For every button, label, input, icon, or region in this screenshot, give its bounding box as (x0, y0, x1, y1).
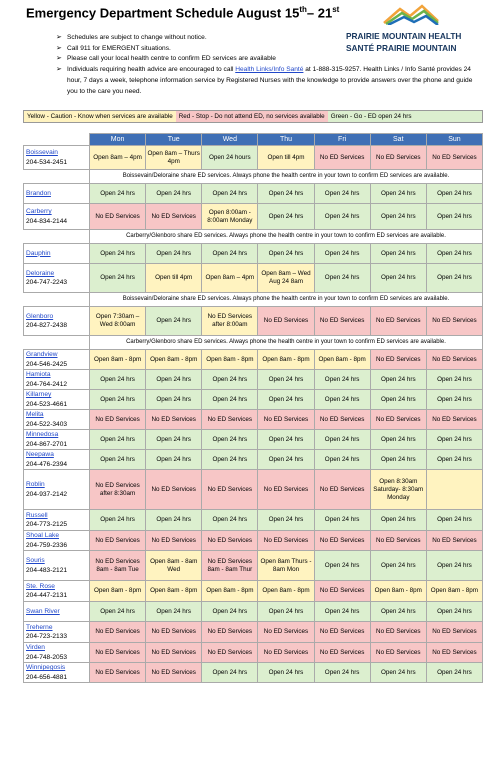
schedule-cell: No ED Services (314, 410, 370, 430)
schedule-cell: Open 24 hrs (146, 602, 202, 622)
schedule-cell: Open 24 hrs (426, 450, 482, 470)
schedule-cell: No ED Services (314, 622, 370, 643)
schedule-cell: No ED Services (258, 531, 314, 551)
schedule-cell: Open 24 hrs (314, 244, 370, 264)
schedule-cell: Open 24 hrs (426, 204, 482, 230)
schedule-cell: Open 24 hrs (90, 264, 146, 293)
schedule-cell: No ED Services (370, 307, 426, 336)
schedule-cell: Open 24 hrs (426, 390, 482, 410)
schedule-cell: Open 24 hrs (258, 663, 314, 683)
schedule-cell: No ED Services (258, 622, 314, 643)
schedule-cell: Open 24 hrs (314, 184, 370, 204)
note-item: ➢ Please call your local health centre to confirm ED services are available (56, 54, 476, 65)
schedule-cell: Open 24 hrs (90, 370, 146, 390)
schedule-cell: No ED Services (90, 204, 146, 230)
schedule-cell: Open 24 hrs (370, 390, 426, 410)
schedule-cell: Open 7:30am – Wed 8:00am (90, 307, 146, 336)
schedule-cell: No ED Services (90, 663, 146, 683)
site-name-link[interactable]: Russell (26, 511, 48, 519)
table-row (24, 264, 483, 293)
schedule-cell: Open 24 hrs (370, 602, 426, 622)
site-name-link[interactable]: Grandview (26, 351, 58, 358)
site-name-link[interactable]: Hamiota (26, 371, 51, 378)
schedule-cell: Open 24 hrs (90, 184, 146, 204)
site-cell (24, 450, 90, 470)
legend-red: Red - Stop - Do not attend ED, no services available (176, 111, 328, 122)
schedule-cell: Open 8am Thurs - 8am Mon (258, 551, 314, 581)
schedule-cell: Open 24 hrs (146, 430, 202, 450)
schedule-cell: No ED Services (370, 622, 426, 643)
schedule-cell: Open 24 hrs (202, 510, 258, 531)
schedule-cell: No ED Services (314, 307, 370, 336)
schedule-cell: Open 24 hrs (370, 244, 426, 264)
note-row (24, 336, 483, 350)
schedule-cell: Open 24 hrs (314, 551, 370, 581)
share-note: Boissevain/Deloraine share ED services. Always phone the health centre in your town to confirm ED services are available. (90, 293, 483, 307)
site-phone: 204-476-2394 (26, 460, 68, 468)
site-cell (24, 663, 90, 683)
note-row (24, 293, 483, 307)
schedule-cell (426, 470, 482, 510)
schedule-cell: Open 8:00am - 8:00am Monday (202, 204, 258, 230)
site-name-link[interactable]: Brandon (26, 189, 51, 197)
schedule-cell: Open 24 hrs (370, 204, 426, 230)
schedule-cell: Open 24 hrs (202, 244, 258, 264)
site-phone: 204-834-2144 (26, 217, 68, 225)
schedule-cell: No ED Services (202, 410, 258, 430)
day-header: Fri (314, 134, 370, 146)
schedule-cell: No ED Services (370, 531, 426, 551)
schedule-cell: Open 24 hrs (90, 244, 146, 264)
table-row (24, 531, 483, 551)
site-name-link[interactable]: Virden (26, 644, 45, 651)
schedule-cell: Open 24 hrs (314, 370, 370, 390)
site-name-link[interactable]: Ste. Rose (26, 582, 55, 590)
site-cell (24, 510, 90, 531)
table-row (24, 370, 483, 390)
schedule-cell: No ED Services (426, 410, 482, 430)
schedule-cell: Open 24 hrs (370, 264, 426, 293)
schedule-cell: Open 24 hrs (202, 450, 258, 470)
site-phone: 204-447-2131 (26, 592, 68, 599)
table-row (24, 307, 483, 336)
schedule-cell: Open 24 hrs (258, 370, 314, 390)
schedule-cell: No ED Services (202, 643, 258, 663)
schedule-cell: No ED Services (258, 307, 314, 336)
schedule-cell: No ED Services (146, 622, 202, 643)
schedule-cell: Open 24 hrs (146, 390, 202, 410)
schedule-cell: Open 24 hrs (146, 244, 202, 264)
schedule-cell: Open 24 hrs (90, 450, 146, 470)
schedule-cell: Open 8am - 8am Wed (146, 551, 202, 581)
table-row (24, 204, 483, 230)
day-header-row (24, 134, 483, 146)
site-cell (24, 410, 90, 430)
site-name-link[interactable]: Killarney (26, 391, 52, 398)
schedule-cell: Open 24 hrs (314, 264, 370, 293)
share-note: Boissevain/Deloraine share ED services. Always phone the health centre in your town to confirm ED services are available. (90, 170, 483, 184)
schedule-cell: No ED Services (90, 531, 146, 551)
schedule-cell: No ED Services (146, 531, 202, 551)
schedule-cell: Open 24 hrs (370, 370, 426, 390)
site-name-link[interactable]: Souris (26, 557, 45, 564)
site-cell (24, 531, 90, 551)
schedule-cell: Open 24 hrs (370, 663, 426, 683)
table-row (24, 430, 483, 450)
day-header: Tue (146, 134, 202, 146)
schedule-cell: Open 8am - 8pm (258, 581, 314, 602)
schedule-cell: No ED Services (146, 204, 202, 230)
schedule-cell: No ED Services (370, 350, 426, 370)
schedule-cell: No ED Services (370, 410, 426, 430)
site-name-link[interactable]: Melita (26, 411, 44, 418)
site-cell (24, 350, 90, 370)
schedule-cell: No ED Services (146, 470, 202, 510)
schedule-cell: Open 24 hrs (202, 390, 258, 410)
schedule-cell: Open 24 hrs (90, 602, 146, 622)
schedule-cell: Open 24 hrs (258, 602, 314, 622)
site-cell (24, 264, 90, 293)
schedule-cell: Open 24 hrs (426, 602, 482, 622)
schedule-cell: Open 24 hrs (258, 390, 314, 410)
schedule-cell: Open 24 hrs (146, 307, 202, 336)
schedule-cell: Open 24 hrs (258, 430, 314, 450)
schedule-cell: Open 8:30am Saturday- 8:30am Monday (370, 470, 426, 510)
table-row (24, 390, 483, 410)
schedule-cell: No ED Services (314, 531, 370, 551)
schedule-cell: Open 24 hrs (426, 663, 482, 683)
schedule-cell: No ED Services (426, 350, 482, 370)
arrow-bullet-icon: ➢ (56, 55, 62, 63)
schedule-cell: Open 24 hrs (202, 184, 258, 204)
day-header: Sat (370, 134, 426, 146)
table-row (24, 551, 483, 581)
schedule-cell: Open 24 hrs (426, 244, 482, 264)
table-row (24, 510, 483, 531)
day-header: Mon (90, 134, 146, 146)
schedule-cell: Open 24 hrs (426, 264, 482, 293)
site-name-link[interactable]: Neepawa (26, 451, 54, 458)
schedule-cell: Open 24 hrs (146, 450, 202, 470)
table-row (24, 350, 483, 370)
site-name-link[interactable]: Shoal Lake (26, 532, 59, 539)
note-item: ➢ Call 911 for EMERGENT situations. (56, 44, 476, 55)
site-cell (24, 622, 90, 643)
schedule-cell: Open 24 hrs (202, 430, 258, 450)
schedule-cell: No ED Services (314, 581, 370, 602)
site-name-link[interactable]: Boissevain (26, 149, 58, 156)
schedule-cell: No ED Services 8am - 8am Tue (90, 551, 146, 581)
schedule-cell: Open 24 hrs (258, 450, 314, 470)
schedule-cell: Open 24 hrs (258, 184, 314, 204)
schedule-cell: Open 24 hrs (426, 510, 482, 531)
schedule-cell: Open 8am – 4pm (202, 264, 258, 293)
day-header: Wed (202, 134, 258, 146)
schedule-cell: No ED Services after 8:00am (202, 307, 258, 336)
schedule-cell: No ED Services (314, 470, 370, 510)
legend-green: Green - Go - ED open 24 hrs (328, 111, 482, 122)
site-name-link[interactable]: Carberry (26, 208, 52, 215)
schedule-cell: Open 24 hrs (370, 430, 426, 450)
site-phone: 204-656-4881 (26, 673, 68, 681)
schedule-cell: Open 8am - 8pm (146, 581, 202, 602)
note-item: ➢ Individuals requiring health advice are encouraged to call Health Links/Info Santé at 1-888-315-9257. Health Links / Info Santé provides 24 hour, 7 days a week, telephone information service by Registered Nurses with the knowledge to provide answers over the phone and guide you to the care you need. (56, 66, 473, 95)
schedule-cell: No ED Services (426, 622, 482, 643)
site-cell (24, 602, 90, 622)
schedule-cell: Open till 4pm (258, 146, 314, 170)
schedule-cell: No ED Services (202, 470, 258, 510)
schedule-cell: Open 8am - 8pm (90, 581, 146, 602)
site-cell (24, 184, 90, 204)
day-header: Thu (258, 134, 314, 146)
schedule-cell: Open 24 hrs (258, 244, 314, 264)
logo-line-2: SANTÉ PRAIRIE MOUNTAIN (346, 43, 457, 53)
schedule-cell: No ED Services (90, 643, 146, 663)
site-name-link[interactable]: Deloraine (26, 269, 55, 277)
site-name-link[interactable]: Winnipegosis (26, 664, 66, 671)
schedule-cell: Open 24 hrs (146, 370, 202, 390)
schedule-cell: No ED Services (258, 410, 314, 430)
schedule-cell: Open 24 hrs (146, 510, 202, 531)
schedule-cell: Open 24 hrs (370, 510, 426, 531)
site-name-link[interactable]: Treherne (26, 623, 53, 631)
schedule-cell: No ED Services after 8:30am (90, 470, 146, 510)
table-row (24, 622, 483, 643)
site-cell (24, 551, 90, 581)
site-name-link[interactable]: Minnedosa (26, 431, 59, 438)
table-row (24, 470, 483, 510)
share-note: Carberry/Glenboro share ED services. Always phone the health centre in your town to confirm ED services are available. (90, 230, 483, 244)
schedule-cell: Open 8am - 8pm (202, 350, 258, 370)
schedule-cell: No ED Services (90, 410, 146, 430)
schedule-cell: Open 24 hrs (426, 551, 482, 581)
color-legend (23, 110, 483, 123)
note-row (24, 170, 483, 184)
schedule-cell: Open 24 hrs (146, 184, 202, 204)
site-phone: 204-534-2451 (26, 158, 68, 166)
site-phone: 204-867-2701 (26, 440, 68, 448)
schedule-table (23, 133, 483, 683)
note-item: ➢ Schedules are subject to change without notice. (56, 33, 476, 44)
schedule-cell: No ED Services (426, 307, 482, 336)
site-name-link[interactable]: Dauphin (26, 249, 51, 257)
logo-line-1: PRAIRIE MOUNTAIN HEALTH (346, 31, 462, 41)
day-header: Sun (426, 134, 482, 146)
table-row (24, 146, 483, 170)
health-links-link[interactable]: Health Links/Info Santé (235, 66, 304, 74)
note-row (24, 230, 483, 244)
site-phone: 204-937-2142 (26, 490, 68, 498)
schedule-cell: Open 24 hrs (90, 390, 146, 410)
schedule-cell: No ED Services (426, 531, 482, 551)
schedule-cell: Open 24 hrs (370, 551, 426, 581)
site-cell (24, 390, 90, 410)
schedule-cell: No ED Services (314, 146, 370, 170)
schedule-cell: Open 8am - 8pm (202, 581, 258, 602)
schedule-cell: Open 24 hrs (426, 370, 482, 390)
site-cell (24, 244, 90, 264)
schedule-cell: No ED Services (146, 410, 202, 430)
schedule-cell: Open 24 hrs (314, 450, 370, 470)
site-cell (24, 430, 90, 450)
table-row (24, 602, 483, 622)
schedule-cell: Open 24 hrs (258, 204, 314, 230)
schedule-cell: Open till 4pm (146, 264, 202, 293)
mountain-logo-icon (382, 3, 440, 25)
site-cell (24, 370, 90, 390)
site-phone: 204-748-2053 (26, 653, 68, 661)
site-phone: 204-759-2336 (26, 541, 68, 549)
site-name-link[interactable]: Swan River (26, 607, 60, 615)
schedule-cell: No ED Services (146, 663, 202, 683)
schedule-cell: Open 24 hrs (90, 430, 146, 450)
share-note: Carberry/Glenboro share ED services. Always phone the health centre in your town to confirm ED services are available. (90, 336, 483, 350)
schedule-cell: Open 8am – 4pm (90, 146, 146, 170)
schedule-cell: Open 8am – Wed Aug 24 8am (258, 264, 314, 293)
schedule-cell: Open 24 hrs (202, 602, 258, 622)
schedule-cell: No ED Services (426, 146, 482, 170)
site-cell (24, 581, 90, 602)
site-phone: 204-773-2125 (26, 521, 68, 528)
schedule-cell: Open 24 hrs (426, 430, 482, 450)
schedule-cell: Open 24 hrs (258, 510, 314, 531)
table-row (24, 663, 483, 683)
schedule-cell: No ED Services 8am - 8am Thur (202, 551, 258, 581)
table-row (24, 184, 483, 204)
legend-yellow: Yellow - Caution - Know when services are available (24, 111, 176, 122)
schedule-cell: No ED Services (202, 622, 258, 643)
site-phone: 204-483-2121 (26, 566, 68, 574)
schedule-cell: No ED Services (426, 643, 482, 663)
table-row (24, 581, 483, 602)
schedule-cell: Open 8am - 8pm (314, 350, 370, 370)
schedule-cell: Open 24 hrs (314, 204, 370, 230)
schedule-cell: Open 24 hrs (314, 390, 370, 410)
site-phone: 204-546-2425 (26, 360, 68, 368)
schedule-cell: No ED Services (90, 622, 146, 643)
schedule-cell: Open 24 hrs (370, 184, 426, 204)
schedule-cell: Open 8am - 8pm (426, 581, 482, 602)
table-row (24, 244, 483, 264)
schedule-cell: Open 24 hrs (314, 602, 370, 622)
schedule-cell: Open 8am - 8pm (146, 350, 202, 370)
site-cell (24, 643, 90, 663)
schedule-cell: Open 8am - 8pm (258, 350, 314, 370)
schedule-cell: No ED Services (258, 470, 314, 510)
schedule-cell: Open 24 hrs (314, 663, 370, 683)
site-name-link[interactable]: Glenboro (26, 312, 54, 320)
table-row (24, 410, 483, 430)
site-cell (24, 307, 90, 336)
site-phone: 204-523-4661 (26, 400, 68, 408)
schedule-cell: Open 24 hours (202, 146, 258, 170)
schedule-cell: Open 8am – Thurs 4pm (146, 146, 202, 170)
schedule-cell: No ED Services (370, 146, 426, 170)
schedule-cell: Open 8am - 8pm (370, 581, 426, 602)
site-cell (24, 204, 90, 230)
site-cell (24, 146, 90, 170)
schedule-cell: No ED Services (370, 643, 426, 663)
schedule-cell: Open 24 hrs (314, 510, 370, 531)
schedule-cell: No ED Services (146, 643, 202, 663)
schedule-cell: Open 8am - 8pm (90, 350, 146, 370)
schedule-cell: No ED Services (202, 531, 258, 551)
schedule-cell: Open 24 hrs (370, 450, 426, 470)
notes-list (56, 33, 476, 97)
schedule-cell: Open 24 hrs (202, 370, 258, 390)
table-row (24, 450, 483, 470)
site-cell (24, 470, 90, 510)
table-row (24, 643, 483, 663)
page-title: Emergency Department Schedule August 15th– 21st (26, 5, 340, 21)
schedule-cell: No ED Services (258, 643, 314, 663)
site-phone: 204-723-2133 (26, 633, 68, 640)
schedule-cell: Open 24 hrs (314, 430, 370, 450)
arrow-bullet-icon: ➢ (56, 44, 62, 52)
site-phone: 204-522-3403 (26, 420, 68, 428)
arrow-bullet-icon: ➢ (56, 66, 62, 74)
site-phone: 204-747-2243 (26, 279, 68, 286)
schedule-cell: Open 24 hrs (90, 510, 146, 531)
schedule-cell: No ED Services (314, 643, 370, 663)
schedule-cell: Open 24 hrs (202, 663, 258, 683)
site-phone: 204-827-2438 (26, 322, 68, 329)
schedule-cell: Open 24 hrs (426, 184, 482, 204)
site-phone: 204-764-2412 (26, 380, 68, 388)
arrow-bullet-icon: ➢ (56, 34, 62, 41)
site-name-link[interactable]: Roblin (26, 481, 45, 488)
